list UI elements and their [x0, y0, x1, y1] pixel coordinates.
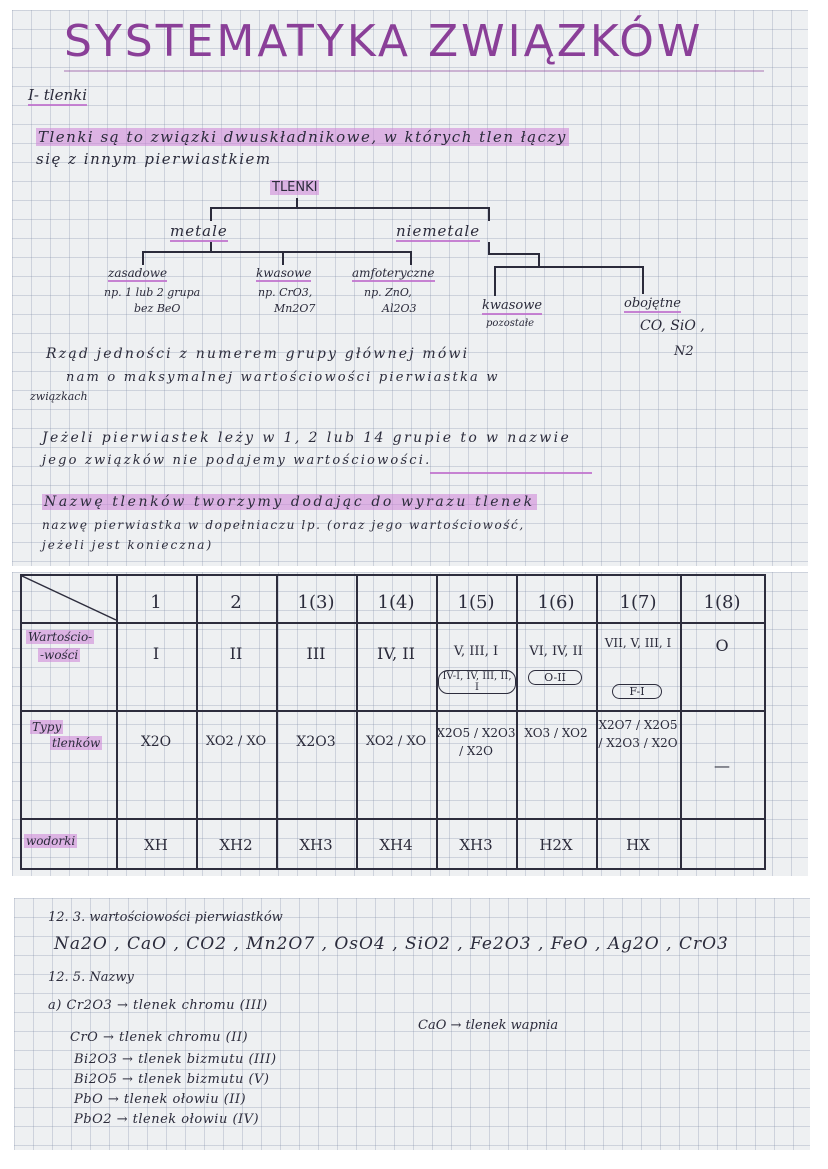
tree-connector — [494, 266, 644, 268]
exercise-2-item: PbO → tlenek ołowiu (II) — [74, 1092, 247, 1107]
tree-neutral-ex2: N2 — [674, 344, 694, 359]
tree-root: TLENKI — [272, 180, 318, 195]
tree-connector — [494, 266, 496, 296]
tree-basic-ex2: bez BeO — [134, 302, 181, 315]
title-underline — [64, 70, 764, 72]
exercise-1-title: 12. 3. wartościowości pierwiastków — [48, 910, 283, 925]
tree-connector — [488, 207, 490, 221]
tree-basic-ex1: np. 1 lub 2 grupa — [104, 286, 201, 299]
tree-acidic-metal: kwasowe — [256, 266, 312, 280]
table-cell: II — [229, 644, 243, 663]
rule2-line1: Jeżeli pierwiastek leży w 1, 2 lub 14 grupie to w nazwie — [42, 430, 572, 446]
rule1-line1: Rząd jedności z numerem grupy głównej mówi — [46, 346, 470, 362]
tree-acidic-metal-ex2: Mn2O7 — [274, 302, 316, 315]
col-header: 1(8) — [703, 592, 741, 613]
table-cell: XO2 / XO — [365, 734, 427, 749]
section-heading: I- tlenki — [28, 86, 88, 104]
exercise-2-side-note: CaO → tlenek wapnia — [418, 1018, 559, 1033]
table-cell: XH2 — [219, 836, 253, 854]
tree-connector — [642, 266, 644, 294]
row-label: tlenków — [52, 736, 101, 750]
tree-connector — [210, 207, 212, 221]
rule3-line1: Nazwę tlenków tworzymy dodając do wyrazu tlenek — [44, 494, 535, 510]
exercise-1-formulas: Na2O , CaO , CO2 , Mn2O7 , OsO4 , SiO2 , Fe2O3 , FeO , Ag2O , CrO3 — [54, 934, 729, 954]
definition-line-1: Tlenki są to związki dwuskładnikowe, w których tlen łączy — [38, 128, 567, 146]
tree-basic: zasadowe — [108, 266, 168, 280]
exercise-2-title: 12. 5. Nazwy — [48, 970, 134, 985]
row-label: wodorki — [26, 834, 76, 848]
definition-line-2: się z innym pierwiastkiem — [36, 150, 272, 168]
tree-metals: metale — [170, 222, 228, 240]
rule3-line3: jeżeli jest konieczna) — [42, 538, 214, 552]
notes-page-top — [12, 10, 808, 566]
col-header: 2 — [230, 592, 242, 613]
table-cell: IV, II — [377, 644, 415, 663]
table-cell: X2O — [140, 734, 172, 750]
tree-acidic-nonmetal-ex: pozostałe — [486, 318, 534, 329]
tree-connector — [142, 251, 412, 253]
table-cell-extra: F-I — [612, 684, 662, 699]
exercise-2-item: Bi2O5 → tlenek bizmutu (V) — [74, 1072, 270, 1087]
tree-connector — [538, 253, 540, 267]
exercise-2-item: Bi2O3 → tlenek bizmutu (III) — [74, 1052, 277, 1067]
tree-nonmetals: niemetale — [396, 222, 481, 240]
rule1-line3: związkach — [30, 390, 88, 403]
table-cell: O — [715, 636, 729, 655]
tree-neutral: obojętne — [624, 296, 681, 311]
tree-neutral-ex1: CO, SiO , — [640, 318, 705, 334]
tree-acidic-nonmetal: kwasowe — [482, 298, 543, 313]
table-cell-extra: O-II — [528, 670, 582, 685]
col-header: 1(4) — [377, 592, 415, 613]
col-header: 1 — [150, 592, 162, 613]
table-cell: XH4 — [379, 836, 413, 854]
col-header: 1(7) — [619, 592, 657, 613]
page-title: SYSTEMATYKA ZWIĄZKÓW — [64, 16, 704, 67]
table-cell-extra: IV-I, IV, III, II, I — [438, 670, 516, 694]
table-cell: HX — [626, 836, 650, 854]
table-cell: X2O3 — [296, 734, 336, 750]
table-cell: — — [714, 756, 730, 775]
col-header: 1(5) — [457, 592, 495, 613]
col-header: 1(6) — [537, 592, 575, 613]
row-label: Wartościo- — [28, 630, 93, 644]
notes-page-exercises — [14, 898, 810, 1150]
row-label: -wości — [40, 648, 79, 662]
exercise-2-item: a) Cr2O3 → tlenek chromu (III) — [48, 998, 268, 1013]
rule3-line2: nazwę pierwiastka w dopełniaczu lp. (oraz jego wartościowość, — [42, 518, 525, 532]
tree-acidic-metal-ex1: np. CrO3, — [258, 286, 313, 299]
table-cell: VII, V, III, I — [604, 636, 672, 650]
table-cell: XO3 / XO2 — [524, 726, 588, 740]
col-header: 1(3) — [297, 592, 335, 613]
tree-connector — [282, 251, 284, 265]
rule2-highlight — [430, 472, 592, 474]
row-label: Typy — [32, 720, 62, 734]
table-cell: X2O7 / X2O5 / X2O3 / X2O — [598, 718, 678, 750]
notes-page-table — [12, 572, 808, 876]
valence-table — [20, 574, 766, 870]
table-cell: XH — [144, 836, 168, 854]
table-cell: V, III, I — [453, 644, 499, 659]
rule2-line2: jego związków nie podajemy wartościowości. — [42, 453, 432, 468]
table-cell: XH3 — [299, 836, 333, 854]
exercise-2-item: PbO2 → tlenek ołowiu (IV) — [74, 1112, 260, 1127]
tree-connector — [410, 251, 412, 265]
tree-connector — [142, 251, 144, 265]
table-cell: X2O5 / X2O3 / X2O — [436, 726, 516, 758]
tree-connector — [210, 207, 490, 209]
table-cell: III — [306, 644, 326, 663]
table-cell: XH3 — [459, 836, 493, 854]
table-cell: XO2 / XO — [205, 734, 267, 749]
tree-amphoteric-ex1: np. ZnO, — [364, 286, 412, 299]
tree-amphoteric: amfoteryczne — [352, 266, 435, 280]
rule1-line2: nam o maksymalnej wartościowości pierwiastka w — [66, 370, 500, 385]
tree-connector — [488, 253, 540, 255]
corner-diagonal — [20, 574, 118, 624]
tree-amphoteric-ex2: Al2O3 — [382, 302, 417, 315]
table-cell: VI, IV, II — [529, 644, 583, 659]
table-cell: H2X — [539, 836, 573, 854]
exercise-2-item: CrO → tlenek chromu (II) — [70, 1030, 249, 1045]
table-cell: I — [152, 644, 160, 663]
